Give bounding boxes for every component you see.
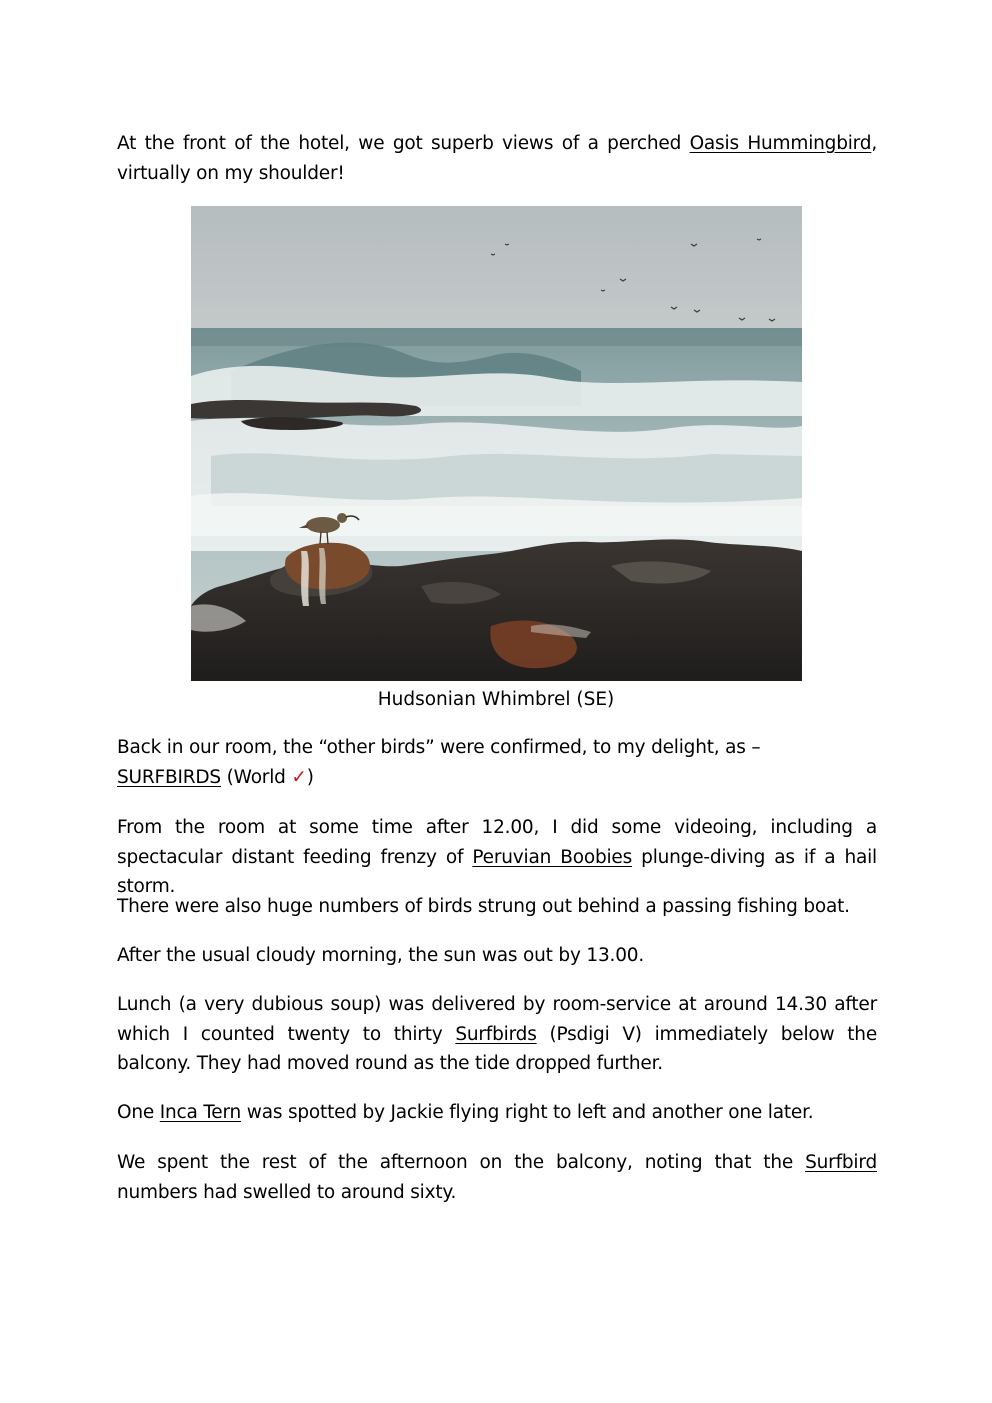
photo-caption: Hudsonian Whimbrel (SE): [377, 689, 615, 710]
paragraph-videoing: [117, 813, 877, 902]
seascape-image: [191, 206, 802, 681]
species-surfbirds: Surfbirds: [455, 1023, 537, 1045]
paragraph-fishing-boat: There were also huge numbers of birds strung out behind a passing fishing boat.: [117, 896, 850, 917]
text: (Psdigi V) immediately below the balcony. They had moved round as the tide dropped further.: [117, 1023, 877, 1074]
paragraph-hotel-front: [117, 129, 877, 188]
paragraph-balcony: [117, 1148, 877, 1207]
species-surfbird: Surfbird: [805, 1152, 877, 1173]
check-mark-icon: ✓: [291, 766, 307, 788]
text: From the room at some time after 12.00, I did some videoing, including a spectacular distant feeding frenzy of: [117, 817, 877, 868]
paragraph-lunch: [117, 990, 877, 1079]
text: , virtually on my shoulder!: [117, 133, 877, 184]
text: At the front of the hotel, we got superb views of a perched: [117, 133, 690, 154]
text: Lunch (a very dubious soup) was delivered by room-service at around 14.30 after which I counted twenty to thirty: [117, 994, 877, 1045]
text: Back in our room, the “other birds” were confirmed, to my delight, as –: [117, 737, 761, 758]
text: (World: [220, 766, 292, 788]
paragraph-sun: After the usual cloudy morning, the sun was out by 13.00.: [117, 945, 645, 966]
species-surfbirds: SURFBIRDS: [117, 766, 221, 788]
text: was spotted by Jackie flying right to left and another one later.: [241, 1102, 814, 1123]
paragraph-room-surfbirds: [117, 733, 877, 792]
species-peruvian-boobies: Peruvian Boobies: [472, 846, 633, 868]
text: plunge-diving as if a hail storm.: [117, 846, 877, 897]
paragraph-inca-tern: [117, 1098, 877, 1128]
text: One: [117, 1102, 160, 1123]
species-oasis-hummingbird: Oasis Hummingbird: [689, 133, 872, 154]
whimbrel-photo: [191, 206, 802, 681]
species-inca-tern: Inca Tern: [159, 1102, 242, 1123]
text: We spent the rest of the afternoon on the balcony, noting that the: [117, 1152, 806, 1173]
text: numbers had swelled to around sixty.: [117, 1181, 457, 1203]
text: ): [306, 766, 314, 788]
